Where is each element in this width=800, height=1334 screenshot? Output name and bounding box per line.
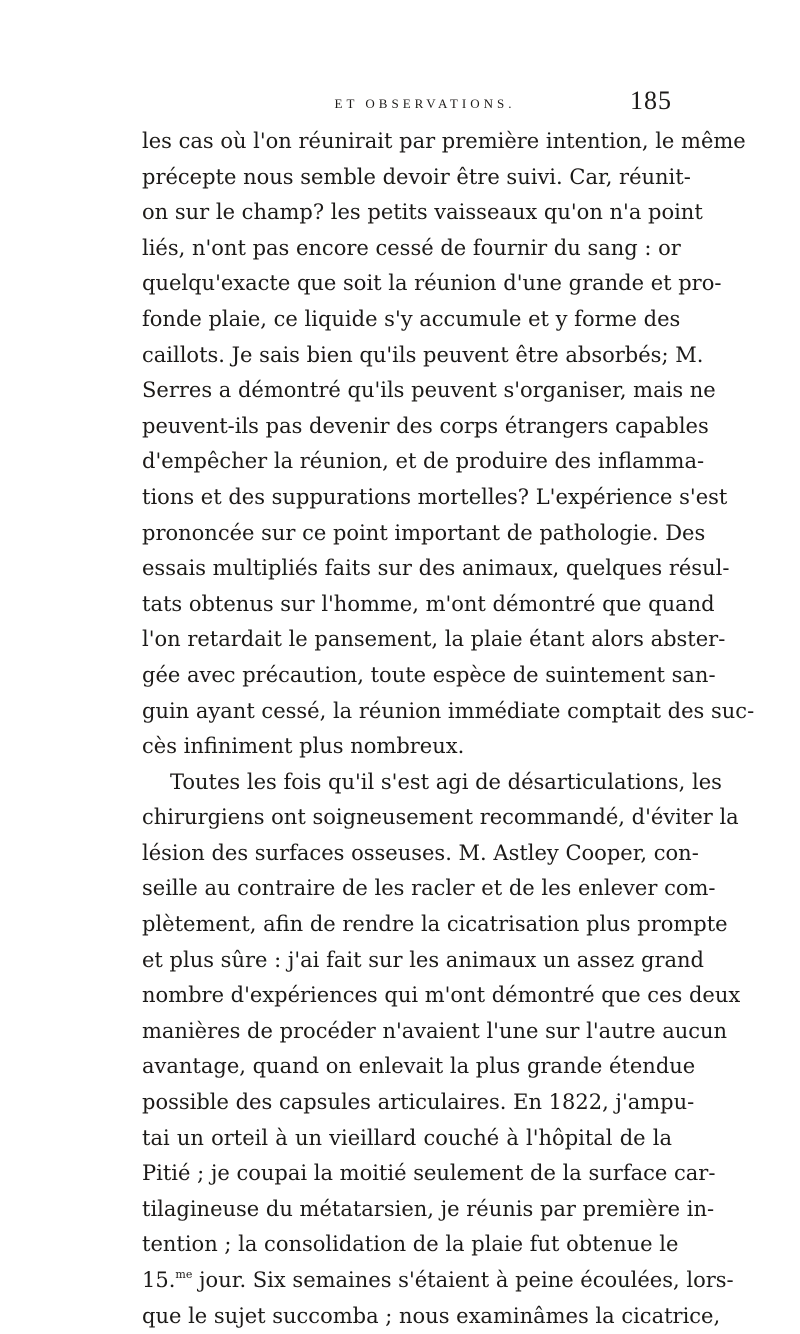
ordinal-number: 15.: [142, 1268, 176, 1292]
text-line: Pitié ; je coupai la moitié seulement de la surface car-: [142, 1161, 716, 1186]
text-line: seille au contraire de les racler et de les enlever com-: [142, 876, 716, 901]
text-line: cès infiniment plus nombreux.: [142, 734, 465, 759]
text-line: et plus sûre : j'ai fait sur les animaux un assez grand: [142, 947, 704, 972]
text-line: Serres a démontré qu'ils peuvent s'organiser, mais ne: [142, 378, 716, 403]
text-line: guin ayant cessé, la réunion immédiate comptait des suc-: [142, 698, 755, 723]
text-line: que le sujet succomba ; nous examinâmes la cicatrice,: [142, 1303, 721, 1328]
text-line: possible des capsules articulaires. En 1822, j'ampu-: [142, 1090, 695, 1115]
text-line: on sur le champ? les petits vaisseaux qu'on n'a point: [142, 200, 703, 225]
ordinal-superscript: me: [175, 1268, 193, 1281]
running-head: [142, 86, 672, 122]
text-line: tions et des suppurations mortelles? L'expérience s'est: [142, 484, 728, 509]
text-line: gée avec précaution, toute espèce de suintement san-: [142, 662, 716, 687]
text-line: tention ; la consolidation de la plaie fut obtenue le: [142, 1232, 679, 1257]
text-line: l'on retardait le pansement, la plaie étant alors abster-: [142, 627, 726, 652]
text-line: nombre d'expériences qui m'ont démontré que ces deux: [142, 983, 741, 1008]
text-line: tai un orteil à un vieillard couché à l'hôpital de la: [142, 1125, 672, 1150]
text-line: lésion des surfaces osseuses. M. Astley Cooper, con-: [142, 840, 699, 865]
text-line: quelqu'exacte que soit la réunion d'une grande et pro-: [142, 271, 722, 296]
text-line: précepte nous semble devoir être suivi. Car, réunit-: [142, 164, 691, 189]
text-line: les cas où l'on réunirait par première intention, le même: [142, 129, 746, 153]
text-line: prononcée sur ce point important de pathologie. Des: [142, 520, 706, 545]
running-title: ET OBSERVATIONS.: [334, 96, 516, 111]
line-remainder: jour. Six semaines s'étaient à peine écoulées, lors-: [192, 1268, 734, 1292]
text-line: essais multipliés faits sur des animaux, quelques résul-: [142, 556, 730, 581]
text-line: d'empêcher la réunion, et de produire des inflamma-: [142, 449, 705, 474]
body-text: [142, 124, 755, 1334]
text-line-with-superscript: [142, 1263, 734, 1299]
text-line: manières de procéder n'avaient l'une sur l'autre aucun: [142, 1018, 728, 1043]
text-line: tilagineuse du métatarsien, je réunis par première in-: [142, 1196, 715, 1221]
paragraph-first-line: Toutes les fois qu'il s'est agi de désarticulations, les: [170, 769, 722, 794]
text-line: liés, n'ont pas encore cessé de fournir du sang : or: [142, 235, 681, 260]
text-line: avantage, quand on enlevait la plus grande étendue: [142, 1054, 696, 1079]
page-number: 185: [630, 86, 672, 115]
text-line: chirurgiens ont soigneusement recommandé, d'éviter la: [142, 805, 739, 830]
text-line: plètement, afin de rendre la cicatrisation plus prompte: [142, 912, 728, 937]
text-line: fonde plaie, ce liquide s'y accumule et y forme des: [142, 306, 681, 331]
text-line: caillots. Je sais bien qu'ils peuvent être absorbés; M.: [142, 342, 704, 367]
text-line: tats obtenus sur l'homme, m'ont démontré que quand: [142, 591, 715, 616]
text-line: peuvent-ils pas devenir des corps étrangers capables: [142, 413, 709, 438]
